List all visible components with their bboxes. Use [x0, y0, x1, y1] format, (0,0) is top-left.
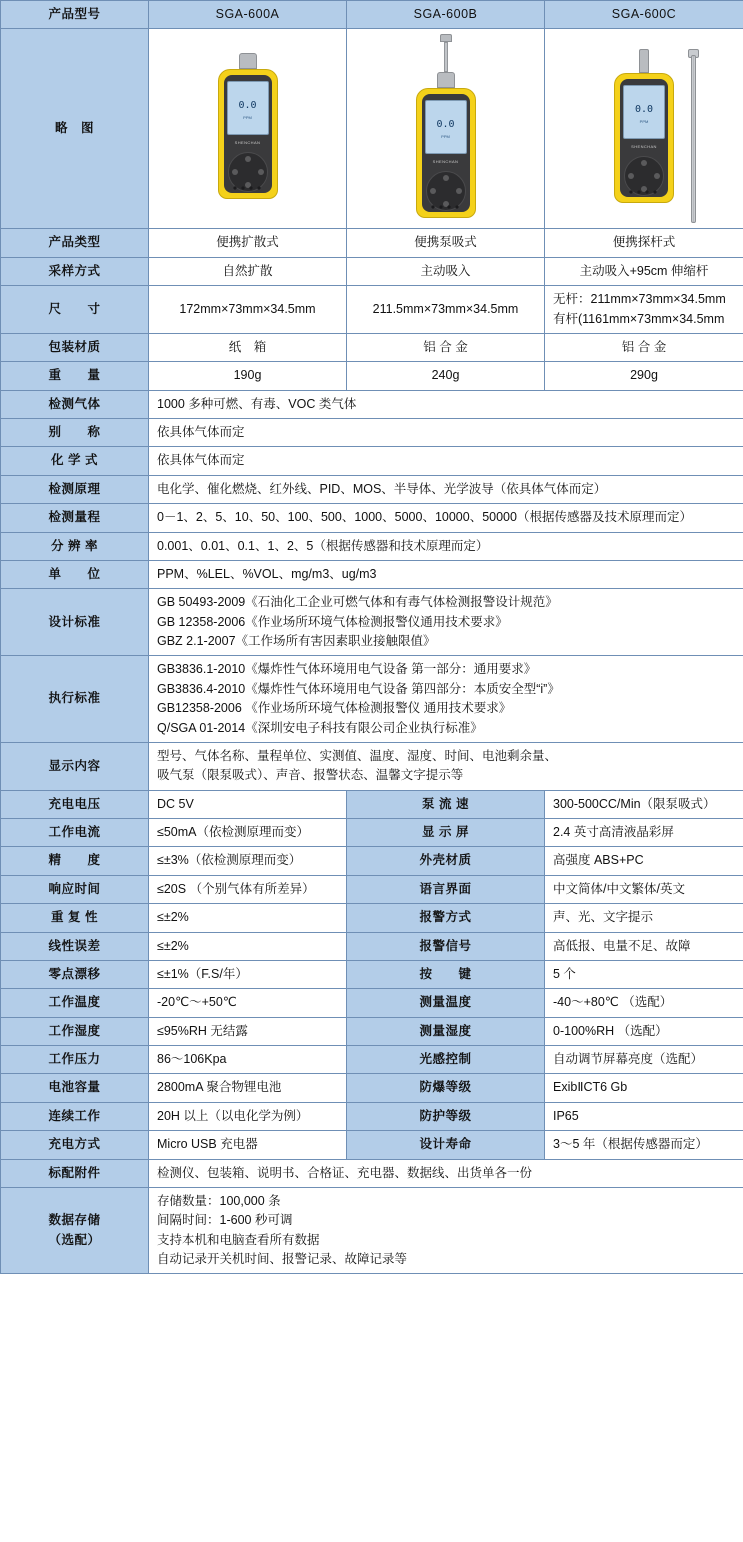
row-label-keys: 按 键	[347, 960, 545, 988]
battery-capacity-value: 2800mA 聚合物锂电池	[149, 1074, 347, 1102]
detector-body	[614, 73, 674, 203]
speaker-holes	[429, 203, 463, 211]
design-standard-value	[149, 589, 743, 656]
linear-error-value: ≤±2%	[149, 932, 347, 960]
table-row-accessories	[1, 1159, 743, 1187]
sensor-stub	[639, 49, 649, 73]
pump-flow-value: 300-500CC/Min（限泵吸式）	[545, 790, 743, 818]
product-type-c: 便携探杆式	[545, 229, 743, 257]
table-row-zero-drift	[1, 960, 743, 988]
detector-body	[218, 69, 278, 199]
table-row-working-humidity	[1, 1017, 743, 1045]
zero-drift-value: ≤±1%（F.S/年）	[149, 960, 347, 988]
table-row-linear-error	[1, 932, 743, 960]
row-label-formula: 化 学 式	[1, 447, 149, 475]
formula-value: 依具体气体而定	[149, 447, 743, 475]
row-label-light-control: 光感控制	[347, 1046, 545, 1074]
packaging-b: 铝 合 金	[347, 333, 545, 361]
row-label-working-humidity: 工作湿度	[1, 1017, 149, 1045]
screen-reading-a: 0.0	[238, 99, 257, 111]
brand-text-a: SHENCHAN	[234, 139, 261, 145]
row-label-continuous-work: 连续工作	[1, 1102, 149, 1130]
size-a: 172mm×73mm×34.5mm	[149, 286, 347, 334]
device-image-c	[545, 29, 743, 229]
row-label-product-type: 产品类型	[1, 229, 149, 257]
alarm-signal-value: 高低报、电量不足、故障	[545, 932, 743, 960]
row-label-storage-line1: 数据存储	[48, 1213, 101, 1228]
size-c-line1: 无杆：211mm×73mm×34.5mm	[553, 292, 726, 307]
charge-mode-value: Micro USB 充电器	[149, 1131, 347, 1159]
row-label-pump-flow: 泵 流 速	[347, 790, 545, 818]
brand-text-c: SHENCHAN	[631, 143, 657, 149]
design-standard-line1: GB 50493-2009《石油化工企业可燃气体和有毒气体检测报警设计规范》	[157, 595, 558, 610]
row-label-measure-humidity: 测量湿度	[347, 1017, 545, 1045]
row-label-zero-drift: 零点漂移	[1, 960, 149, 988]
row-label-sampling: 采样方式	[1, 257, 149, 285]
row-label-response-time: 响应时间	[1, 875, 149, 903]
row-label-linear-error: 线性误差	[1, 932, 149, 960]
row-label-working-temperature: 工作温度	[1, 989, 149, 1017]
display-content-value	[149, 742, 743, 790]
row-label-weight: 重 量	[1, 362, 149, 390]
detected-gas-value: 1000 多种可燃、有毒、VOC 类气体	[149, 390, 743, 418]
storage-value	[149, 1187, 743, 1274]
weight-a: 190g	[149, 362, 347, 390]
execution-standard-value	[149, 656, 743, 743]
row-label-design-life: 设计寿命	[347, 1131, 545, 1159]
sampling-b: 主动吸入	[347, 257, 545, 285]
row-label-design-standard: 设计标准	[1, 589, 149, 656]
execution-standard-line3: GB12358-2006 《作业场所环境气体检测报警仪 通用技术要求》	[157, 701, 512, 716]
detector-body	[416, 88, 476, 218]
working-pressure-value: 86～106Kpa	[149, 1046, 347, 1074]
device-image-b	[347, 29, 545, 229]
table-row-repeatability	[1, 904, 743, 932]
table-row-accuracy	[1, 847, 743, 875]
working-humidity-value: ≤95%RH 无结露	[149, 1017, 347, 1045]
size-c	[545, 286, 743, 334]
display-content-line1: 型号、气体名称、量程单位、实测值、温度、湿度、时间、电池剩余量、	[157, 748, 558, 763]
row-label-detected-gas: 检测气体	[1, 390, 149, 418]
row-label-size: 尺 寸	[1, 286, 149, 334]
table-row-principle	[1, 475, 743, 503]
table-row-product-type	[1, 229, 743, 257]
accessories-value: 检测仪、包装箱、说明书、合格证、充电器、数据线、出货单各一份	[149, 1159, 743, 1187]
alarm-mode-value: 声、光、文字提示	[545, 904, 743, 932]
display-content-line2: 吸气泵（限泵吸式）、声音、报警状态、温馨文字提示等	[157, 768, 464, 783]
storage-line1: 存储数量：100,000 条	[157, 1193, 281, 1208]
table-row-working-current	[1, 819, 743, 847]
row-label-battery-capacity: 电池容量	[1, 1074, 149, 1102]
product-type-a: 便携扩散式	[149, 229, 347, 257]
table-row-response-time	[1, 875, 743, 903]
device-image-a	[149, 29, 347, 229]
brand-text-b: SHENCHAN	[432, 158, 459, 164]
row-label-resolution: 分 辨 率	[1, 532, 149, 560]
row-label-principle: 检测原理	[1, 475, 149, 503]
pump-nozzle	[444, 42, 448, 72]
table-row-resolution	[1, 532, 743, 560]
table-row-range	[1, 504, 743, 532]
storage-line3: 支持本机和电脑查看所有数据	[157, 1232, 320, 1247]
design-standard-line2: GB 12358-2006《作业场所环境气体检测报警仪通用技术要求》	[157, 614, 508, 629]
measure-temperature-value: -40～+80℃ （选配）	[545, 989, 743, 1017]
table-row-packaging	[1, 333, 743, 361]
pump-nozzle-tip	[440, 34, 452, 42]
table-row-continuous-work	[1, 1102, 743, 1130]
continuous-work-value: 20H 以上（以电化学为例）	[149, 1102, 347, 1130]
row-label-accuracy: 精 度	[1, 847, 149, 875]
table-row-alias	[1, 419, 743, 447]
table-row-execution-standard	[1, 656, 743, 743]
table-row-sampling	[1, 257, 743, 285]
packaging-a: 纸 箱	[149, 333, 347, 361]
working-temperature-value: -20℃～+50℃	[149, 989, 347, 1017]
table-row-unit	[1, 560, 743, 588]
repeatability-value: ≤±2%	[149, 904, 347, 932]
row-label-working-current: 工作电流	[1, 819, 149, 847]
row-label-protection-grade: 防护等级	[347, 1102, 545, 1130]
row-label-alias: 别 称	[1, 419, 149, 447]
working-current-value: ≤50mA（依检测原理而变）	[149, 819, 347, 847]
detector-screen: 0.0 PPM	[227, 81, 269, 135]
execution-standard-line1: GB3836.1-2010《爆炸性气体环境用电气设备 第一部分：通用要求》	[157, 662, 537, 677]
detector-screen: 0.0 PPM	[623, 85, 665, 139]
portable-diffusion-detector-icon	[218, 53, 278, 199]
row-label-packaging: 包装材质	[1, 333, 149, 361]
display-screen-value: 2.4 英寸高清液晶彩屏	[545, 819, 743, 847]
telescopic-probe	[691, 55, 696, 223]
table-row-detected-gas	[1, 390, 743, 418]
speaker-holes	[627, 188, 661, 196]
row-label-alarm-signal: 报警信号	[347, 932, 545, 960]
row-label-accessories: 标配附件	[1, 1159, 149, 1187]
row-label-repeatability: 重 复 性	[1, 904, 149, 932]
accuracy-value: ≤±3%（依检测原理而变）	[149, 847, 347, 875]
alias-value: 依具体气体而定	[149, 419, 743, 447]
row-label-explosion-grade: 防爆等级	[347, 1074, 545, 1102]
table-row-size	[1, 286, 743, 334]
row-label-storage-line2: （选配）	[48, 1232, 101, 1247]
language-value: 中文简体/中文繁体/英文	[545, 875, 743, 903]
protection-grade-value: IP65	[545, 1102, 743, 1130]
principle-value: 电化学、催化燃烧、红外线、PID、MOS、半导体、光学波导（依具体气体而定）	[149, 475, 743, 503]
keys-value: 5 个	[545, 960, 743, 988]
row-label-working-pressure: 工作压力	[1, 1046, 149, 1074]
screen-reading-c: 0.0	[634, 103, 654, 115]
table-row-formula	[1, 447, 743, 475]
size-c-line2: 有杆(1161mm×73mm×34.5mm	[553, 311, 725, 326]
row-label-language: 语言界面	[347, 875, 545, 903]
response-time-value: ≤20S （个别气体有所差异）	[149, 875, 347, 903]
shell-material-value: 高强度 ABS+PC	[545, 847, 743, 875]
speaker-holes	[231, 184, 265, 192]
row-label-measure-temperature: 测量温度	[347, 989, 545, 1017]
row-label-model: 产品型号	[1, 1, 149, 29]
row-label-alarm-mode: 报警方式	[347, 904, 545, 932]
storage-line4: 自动记录开关机时间、报警记录、故障记录等	[157, 1252, 408, 1266]
packaging-c: 铝 合 金	[545, 333, 743, 361]
design-standard-line3: GBZ 2.1-2007《工作场所有害因素职业接触限值》	[157, 634, 436, 648]
range-value: 0－1、2、5、10、50、100、500、1000、5000、10000、50000（根据传感器及技术原理而定）	[149, 504, 743, 532]
table-row-charge-voltage	[1, 790, 743, 818]
product-type-b: 便携泵吸式	[347, 229, 545, 257]
weight-c: 290g	[545, 362, 743, 390]
table-row-design-standard	[1, 589, 743, 656]
row-label-shell-material: 外壳材质	[347, 847, 545, 875]
detector-screen: 0.0 PPM	[425, 100, 467, 154]
execution-standard-line4: Q/SGA 01-2014《深圳安电子科技有限公司企业执行标准》	[157, 720, 483, 735]
model-b: SGA-600B	[347, 1, 545, 29]
unit-value: PPM、%LEL、%VOL、mg/m3、ug/m3	[149, 560, 743, 588]
row-label-sketch: 略 图	[1, 29, 149, 229]
table-row-battery-capacity	[1, 1074, 743, 1102]
design-life-value: 3～5 年（根据传感器而定）	[545, 1131, 743, 1159]
row-label-unit: 单 位	[1, 560, 149, 588]
table-row-storage	[1, 1187, 743, 1274]
table-row-weight	[1, 362, 743, 390]
measure-humidity-value: 0-100%RH （选配）	[545, 1017, 743, 1045]
screen-reading-b: 0.0	[436, 118, 455, 130]
execution-standard-line2: GB3836.4-2010《爆炸性气体环境用电气设备 第四部分：本质安全型“i”》	[157, 681, 560, 696]
light-control-value: 自动调节屏幕亮度（选配）	[545, 1046, 743, 1074]
portable-probe-detector-icon	[614, 49, 674, 203]
resolution-value: 0.001、0.01、0.1、1、2、5（根据传感器和技术原理而定）	[149, 532, 743, 560]
model-c: SGA-600C	[545, 1, 743, 29]
row-label-display-content: 显示内容	[1, 742, 149, 790]
table-row-images	[1, 29, 743, 229]
storage-line2: 间隔时间：1-600 秒可调	[157, 1213, 293, 1228]
size-b: 211.5mm×73mm×34.5mm	[347, 286, 545, 334]
sampling-a: 自然扩散	[149, 257, 347, 285]
row-label-execution-standard: 执行标准	[1, 656, 149, 743]
sensor-cap	[239, 53, 257, 69]
sensor-cap	[437, 72, 455, 88]
row-label-charge-voltage: 充电电压	[1, 790, 149, 818]
sampling-c: 主动吸入+95cm 伸缩杆	[545, 257, 743, 285]
explosion-grade-value: ExibⅡCT6 Gb	[545, 1074, 743, 1102]
table-row-working-temperature	[1, 989, 743, 1017]
table-row-display-content	[1, 742, 743, 790]
row-label-display-screen: 显 示 屏	[347, 819, 545, 847]
table-row-charge-mode	[1, 1131, 743, 1159]
table-row-working-pressure	[1, 1046, 743, 1074]
table-row-model	[1, 1, 743, 29]
row-label-storage	[1, 1187, 149, 1274]
row-label-charge-mode: 充电方式	[1, 1131, 149, 1159]
model-a: SGA-600A	[149, 1, 347, 29]
row-label-range: 检测量程	[1, 504, 149, 532]
charge-voltage-value: DC 5V	[149, 790, 347, 818]
portable-pump-detector-icon	[416, 34, 476, 218]
weight-b: 240g	[347, 362, 545, 390]
